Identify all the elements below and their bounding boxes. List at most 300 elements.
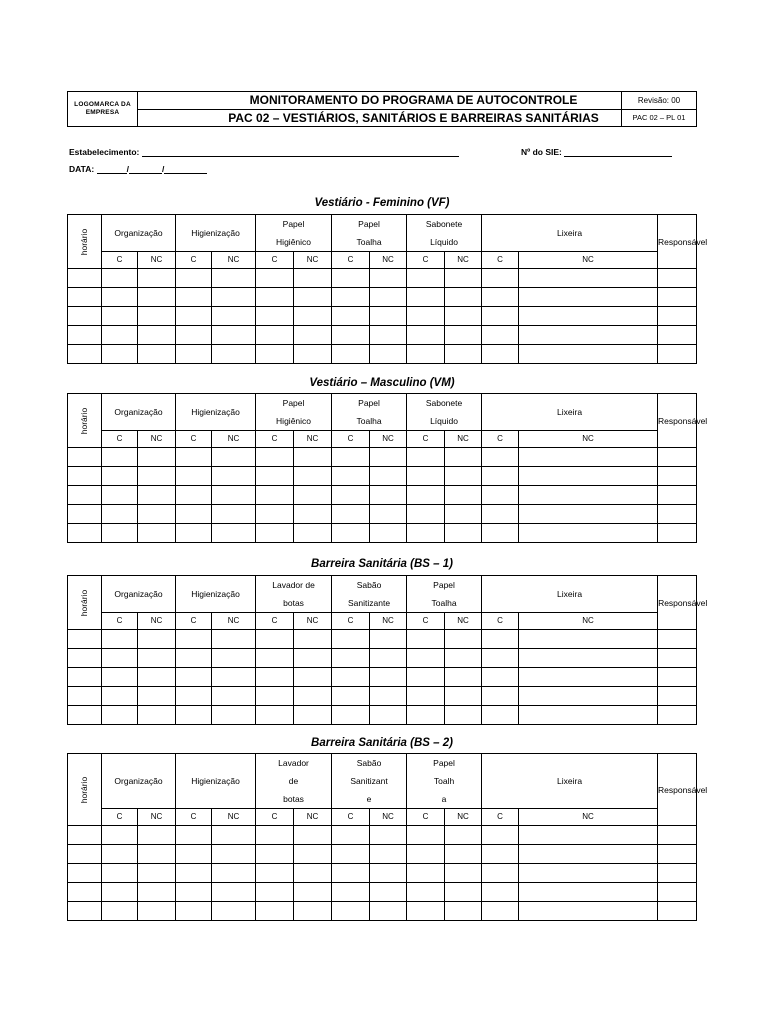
entry-cell[interactable] [519, 845, 658, 864]
entry-cell[interactable] [294, 288, 332, 307]
entry-cell[interactable] [212, 505, 256, 524]
entry-cell[interactable] [212, 668, 256, 687]
entry-cell[interactable] [294, 448, 332, 467]
entry-cell[interactable] [519, 345, 658, 364]
entry-cell[interactable] [68, 883, 102, 902]
entry-cell[interactable] [176, 845, 212, 864]
entry-cell[interactable] [138, 288, 176, 307]
entry-cell[interactable] [658, 345, 697, 364]
entry-cell[interactable] [370, 326, 407, 345]
entry-cell[interactable] [407, 687, 445, 706]
entry-cell[interactable] [68, 706, 102, 725]
criterion-label: de [288, 776, 299, 786]
entry-cell[interactable] [212, 687, 256, 706]
entry-cell[interactable] [256, 307, 294, 326]
entry-cell[interactable] [658, 448, 697, 467]
entry-cell[interactable] [407, 706, 445, 725]
entry-cell[interactable] [445, 524, 482, 543]
entry-cell[interactable] [102, 902, 138, 921]
entry-cell[interactable] [445, 630, 482, 649]
criterion-label: a [441, 794, 447, 804]
entry-cell[interactable] [658, 269, 697, 288]
entry-cell[interactable] [138, 883, 176, 902]
entry-cell[interactable] [102, 448, 138, 467]
entry-cell[interactable] [68, 288, 102, 307]
entry-cell[interactable] [370, 486, 407, 505]
nao-conforme-label: NC [519, 431, 658, 448]
entry-cell[interactable] [68, 687, 102, 706]
entry-cell[interactable] [256, 326, 294, 345]
entry-cell[interactable] [138, 630, 176, 649]
entry-cell[interactable] [445, 288, 482, 307]
entry-cell[interactable] [256, 668, 294, 687]
entry-cell[interactable] [212, 326, 256, 345]
entry-cell[interactable] [212, 649, 256, 668]
entry-cell[interactable] [176, 486, 212, 505]
entry-cell[interactable] [212, 345, 256, 364]
entry-cell[interactable] [256, 345, 294, 364]
entry-cell[interactable] [658, 288, 697, 307]
entry-cell[interactable] [294, 524, 332, 543]
entry-cell[interactable] [482, 345, 519, 364]
entry-cell[interactable] [68, 448, 102, 467]
entry-cell[interactable] [102, 269, 138, 288]
entry-cell[interactable] [68, 826, 102, 845]
entry-cell[interactable] [176, 649, 212, 668]
entry-cell[interactable] [212, 630, 256, 649]
entry-cell[interactable] [212, 864, 256, 883]
entry-cell[interactable] [519, 902, 658, 921]
entry-cell[interactable] [102, 687, 138, 706]
entry-cell[interactable] [445, 486, 482, 505]
entry-cell[interactable] [102, 467, 138, 486]
entry-cell[interactable] [658, 326, 697, 345]
entry-cell[interactable] [68, 630, 102, 649]
entry-cell[interactable] [68, 864, 102, 883]
entry-cell[interactable] [519, 326, 658, 345]
entry-cell[interactable] [256, 486, 294, 505]
nao-conforme-label: NC [519, 613, 658, 630]
entry-cell[interactable] [370, 826, 407, 845]
entry-cell[interactable] [482, 269, 519, 288]
entry-cell[interactable] [519, 883, 658, 902]
entry-cell[interactable] [138, 864, 176, 883]
entry-cell[interactable] [407, 505, 445, 524]
entry-cell[interactable] [212, 269, 256, 288]
entry-cell[interactable] [370, 345, 407, 364]
entry-cell[interactable] [519, 524, 658, 543]
entry-cell[interactable] [332, 307, 370, 326]
entry-cell[interactable] [519, 864, 658, 883]
entry-cell[interactable] [519, 486, 658, 505]
entry-cell[interactable] [102, 326, 138, 345]
entry-cell[interactable] [482, 307, 519, 326]
entry-cell[interactable] [519, 630, 658, 649]
entry-cell[interactable] [370, 902, 407, 921]
entry-cell[interactable] [519, 467, 658, 486]
entry-cell[interactable] [445, 269, 482, 288]
entry-cell[interactable] [482, 467, 519, 486]
entry-cell[interactable] [256, 288, 294, 307]
entry-cell[interactable] [212, 883, 256, 902]
table-row [68, 288, 697, 307]
criterion-label: Organização [114, 407, 163, 417]
entry-cell[interactable] [176, 467, 212, 486]
entry-cell[interactable] [176, 288, 212, 307]
entry-cell[interactable] [68, 649, 102, 668]
entry-cell[interactable] [445, 826, 482, 845]
entry-cell[interactable] [482, 826, 519, 845]
entry-cell[interactable] [176, 902, 212, 921]
entry-cell[interactable] [332, 345, 370, 364]
entry-cell[interactable] [68, 668, 102, 687]
entry-cell[interactable] [370, 706, 407, 725]
entry-cell[interactable] [102, 486, 138, 505]
entry-cell[interactable] [138, 505, 176, 524]
entry-cell[interactable] [256, 883, 294, 902]
entry-cell[interactable] [482, 505, 519, 524]
entry-cell[interactable] [407, 288, 445, 307]
entry-cell[interactable] [519, 505, 658, 524]
conforme-label: C [482, 252, 519, 269]
entry-cell[interactable] [407, 307, 445, 326]
entry-cell[interactable] [370, 524, 407, 543]
entry-cell[interactable] [482, 668, 519, 687]
entry-cell[interactable] [332, 505, 370, 524]
entry-cell[interactable] [256, 630, 294, 649]
entry-cell[interactable] [445, 307, 482, 326]
entry-cell[interactable] [482, 448, 519, 467]
entry-cell[interactable] [658, 467, 697, 486]
entry-cell[interactable] [658, 845, 697, 864]
entry-cell[interactable] [370, 448, 407, 467]
data-day-line[interactable] [97, 164, 127, 174]
entry-cell[interactable] [294, 826, 332, 845]
entry-cell[interactable] [256, 687, 294, 706]
entry-cell[interactable] [176, 668, 212, 687]
entry-cell[interactable] [519, 826, 658, 845]
entry-cell[interactable] [332, 269, 370, 288]
entry-cell[interactable] [294, 845, 332, 864]
entry-cell[interactable] [256, 448, 294, 467]
entry-cell[interactable] [212, 706, 256, 725]
entry-cell[interactable] [68, 505, 102, 524]
entry-cell[interactable] [212, 307, 256, 326]
entry-cell[interactable] [407, 448, 445, 467]
entry-cell[interactable] [658, 649, 697, 668]
entry-cell[interactable] [482, 524, 519, 543]
entry-cell[interactable] [102, 706, 138, 725]
entry-cell[interactable] [482, 630, 519, 649]
entry-cell[interactable] [332, 649, 370, 668]
entry-cell[interactable] [176, 524, 212, 543]
entry-cell[interactable] [256, 505, 294, 524]
entry-cell[interactable] [176, 448, 212, 467]
entry-cell[interactable] [212, 524, 256, 543]
entry-cell[interactable] [102, 826, 138, 845]
entry-cell[interactable] [370, 883, 407, 902]
entry-cell[interactable] [658, 486, 697, 505]
entry-cell[interactable] [294, 307, 332, 326]
entry-cell[interactable] [407, 668, 445, 687]
entry-cell[interactable] [294, 630, 332, 649]
entry-cell[interactable] [138, 668, 176, 687]
entry-cell[interactable] [294, 687, 332, 706]
entry-cell[interactable] [138, 467, 176, 486]
entry-cell[interactable] [68, 486, 102, 505]
entry-cell[interactable] [482, 486, 519, 505]
sie-line[interactable] [564, 147, 672, 157]
conforme-label: C [407, 809, 445, 826]
entry-cell[interactable] [332, 486, 370, 505]
entry-cell[interactable] [445, 467, 482, 486]
entry-cell[interactable] [332, 706, 370, 725]
entry-cell[interactable] [370, 630, 407, 649]
entry-cell[interactable] [407, 902, 445, 921]
entry-cell[interactable] [370, 668, 407, 687]
entry-cell[interactable] [407, 845, 445, 864]
entry-cell[interactable] [332, 668, 370, 687]
entry-cell[interactable] [176, 630, 212, 649]
entry-cell[interactable] [256, 467, 294, 486]
entry-cell[interactable] [138, 345, 176, 364]
entry-cell[interactable] [102, 649, 138, 668]
entry-cell[interactable] [294, 864, 332, 883]
entry-cell[interactable] [482, 288, 519, 307]
entry-cell[interactable] [658, 307, 697, 326]
entry-cell[interactable] [138, 486, 176, 505]
entry-cell[interactable] [482, 902, 519, 921]
entry-cell[interactable] [407, 326, 445, 345]
entry-cell[interactable] [138, 524, 176, 543]
entry-cell[interactable] [294, 505, 332, 524]
entry-cell[interactable] [658, 668, 697, 687]
entry-cell[interactable] [370, 269, 407, 288]
entry-cell[interactable] [445, 668, 482, 687]
table-subheader-row [68, 613, 697, 630]
entry-cell[interactable] [482, 649, 519, 668]
entry-cell[interactable] [294, 269, 332, 288]
entry-cell[interactable] [482, 864, 519, 883]
entry-cell[interactable] [482, 687, 519, 706]
entry-cell[interactable] [519, 448, 658, 467]
entry-cell[interactable] [332, 288, 370, 307]
entry-cell[interactable] [212, 467, 256, 486]
entry-cell[interactable] [138, 826, 176, 845]
entry-cell[interactable] [256, 864, 294, 883]
entry-cell[interactable] [445, 687, 482, 706]
entry-cell[interactable] [212, 826, 256, 845]
entry-cell[interactable] [445, 326, 482, 345]
entry-cell[interactable] [256, 524, 294, 543]
entry-cell[interactable] [294, 345, 332, 364]
entry-cell[interactable] [138, 902, 176, 921]
entry-cell[interactable] [658, 505, 697, 524]
entry-cell[interactable] [68, 902, 102, 921]
entry-cell[interactable] [176, 326, 212, 345]
entry-cell[interactable] [658, 826, 697, 845]
entry-cell[interactable] [176, 307, 212, 326]
entry-cell[interactable] [519, 706, 658, 725]
entry-cell[interactable] [370, 687, 407, 706]
entry-cell[interactable] [445, 505, 482, 524]
entry-cell[interactable] [68, 467, 102, 486]
entry-cell[interactable] [256, 826, 294, 845]
entry-cell[interactable] [102, 864, 138, 883]
entry-cell[interactable] [482, 326, 519, 345]
entry-cell[interactable] [407, 649, 445, 668]
entry-cell[interactable] [68, 524, 102, 543]
entry-cell[interactable] [138, 269, 176, 288]
entry-cell[interactable] [176, 269, 212, 288]
entry-cell[interactable] [519, 687, 658, 706]
entry-cell[interactable] [256, 649, 294, 668]
estabelecimento-line[interactable] [142, 147, 459, 157]
entry-cell[interactable] [176, 883, 212, 902]
entry-cell[interactable] [176, 706, 212, 725]
entry-cell[interactable] [294, 467, 332, 486]
entry-cell[interactable] [658, 524, 697, 543]
entry-cell[interactable] [176, 505, 212, 524]
entry-cell[interactable] [212, 486, 256, 505]
entry-cell[interactable] [658, 630, 697, 649]
entry-cell[interactable] [407, 467, 445, 486]
entry-cell[interactable] [407, 269, 445, 288]
entry-cell[interactable] [407, 826, 445, 845]
entry-cell[interactable] [445, 902, 482, 921]
entry-cell[interactable] [68, 326, 102, 345]
entry-cell[interactable] [519, 649, 658, 668]
entry-cell[interactable] [68, 345, 102, 364]
entry-cell[interactable] [138, 687, 176, 706]
entry-cell[interactable] [407, 630, 445, 649]
entry-cell[interactable] [102, 630, 138, 649]
criterion-label: Toalha [356, 237, 382, 247]
entry-cell[interactable] [102, 524, 138, 543]
entry-cell[interactable] [658, 706, 697, 725]
entry-cell[interactable] [138, 307, 176, 326]
entry-cell[interactable] [658, 864, 697, 883]
entry-cell[interactable] [212, 845, 256, 864]
entry-cell[interactable] [332, 448, 370, 467]
horario-label: horário [79, 776, 90, 803]
entry-cell[interactable] [256, 845, 294, 864]
entry-cell[interactable] [407, 524, 445, 543]
entry-cell[interactable] [212, 448, 256, 467]
entry-cell[interactable] [212, 902, 256, 921]
entry-cell[interactable] [332, 326, 370, 345]
entry-cell[interactable] [519, 288, 658, 307]
entry-cell[interactable] [407, 883, 445, 902]
entry-cell[interactable] [332, 902, 370, 921]
entry-cell[interactable] [138, 649, 176, 668]
entry-cell[interactable] [294, 326, 332, 345]
entry-cell[interactable] [332, 630, 370, 649]
entry-cell[interactable] [445, 345, 482, 364]
entry-cell[interactable] [138, 448, 176, 467]
entry-cell[interactable] [294, 883, 332, 902]
entry-cell[interactable] [138, 845, 176, 864]
data-year-line[interactable] [161, 164, 207, 174]
entry-cell[interactable] [658, 902, 697, 921]
entry-cell[interactable] [102, 505, 138, 524]
entry-cell[interactable] [256, 269, 294, 288]
entry-cell[interactable] [482, 706, 519, 725]
entry-cell[interactable] [658, 883, 697, 902]
entry-cell[interactable] [370, 864, 407, 883]
entry-cell[interactable] [445, 864, 482, 883]
entry-cell[interactable] [332, 826, 370, 845]
entry-cell[interactable] [138, 706, 176, 725]
entry-cell[interactable] [482, 845, 519, 864]
entry-cell[interactable] [370, 845, 407, 864]
entry-cell[interactable] [294, 486, 332, 505]
entry-cell[interactable] [407, 864, 445, 883]
entry-cell[interactable] [370, 288, 407, 307]
criterion-label: Higienização [191, 407, 240, 417]
entry-cell[interactable] [138, 326, 176, 345]
entry-cell[interactable] [445, 448, 482, 467]
entry-cell[interactable] [102, 345, 138, 364]
entry-cell[interactable] [102, 288, 138, 307]
entry-cell[interactable] [176, 687, 212, 706]
entry-cell[interactable] [68, 845, 102, 864]
entry-cell[interactable] [658, 687, 697, 706]
entry-cell[interactable] [212, 288, 256, 307]
table-header-row [68, 215, 697, 252]
entry-cell[interactable] [102, 883, 138, 902]
entry-cell[interactable] [294, 668, 332, 687]
entry-cell[interactable] [332, 845, 370, 864]
entry-cell[interactable] [102, 668, 138, 687]
entry-cell[interactable] [176, 826, 212, 845]
data-month-line[interactable] [126, 164, 165, 174]
entry-cell[interactable] [176, 864, 212, 883]
entry-cell[interactable] [332, 524, 370, 543]
entry-cell[interactable] [407, 345, 445, 364]
entry-cell[interactable] [332, 687, 370, 706]
entry-cell[interactable] [294, 706, 332, 725]
entry-cell[interactable] [482, 883, 519, 902]
entry-cell[interactable] [445, 649, 482, 668]
entry-cell[interactable] [445, 706, 482, 725]
entry-cell[interactable] [370, 505, 407, 524]
entry-cell[interactable] [102, 307, 138, 326]
responsavel-header: Responsável [658, 576, 697, 630]
entry-cell[interactable] [332, 467, 370, 486]
entry-cell[interactable] [370, 307, 407, 326]
entry-cell[interactable] [102, 845, 138, 864]
entry-cell[interactable] [332, 883, 370, 902]
entry-cell[interactable] [445, 883, 482, 902]
entry-cell[interactable] [68, 307, 102, 326]
entry-cell[interactable] [294, 902, 332, 921]
entry-cell[interactable] [68, 269, 102, 288]
criterion-label: Sabão [356, 758, 382, 768]
entry-cell[interactable] [407, 486, 445, 505]
entry-cell[interactable] [370, 649, 407, 668]
entry-cell[interactable] [256, 902, 294, 921]
entry-cell[interactable] [256, 706, 294, 725]
entry-cell[interactable] [176, 345, 212, 364]
entry-cell[interactable] [519, 668, 658, 687]
entry-cell[interactable] [445, 845, 482, 864]
entry-cell[interactable] [519, 269, 658, 288]
entry-cell[interactable] [370, 467, 407, 486]
entry-cell[interactable] [332, 864, 370, 883]
entry-cell[interactable] [519, 307, 658, 326]
entry-cell[interactable] [294, 649, 332, 668]
